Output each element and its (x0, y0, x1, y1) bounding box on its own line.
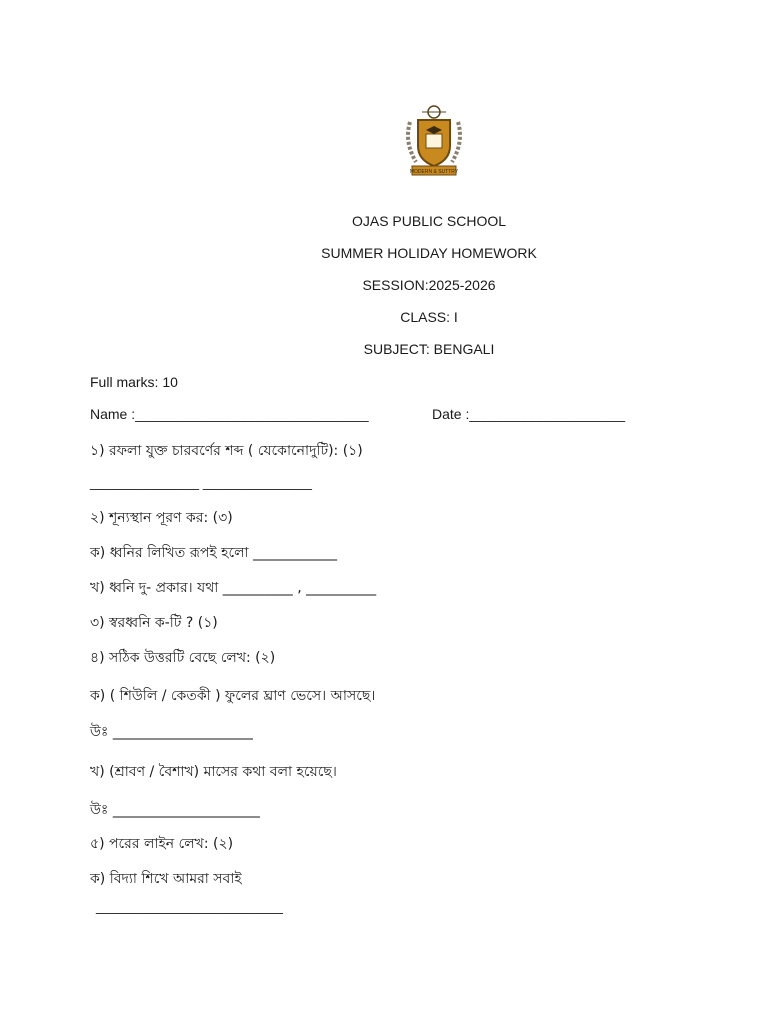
question-2: ২) শূন্যস্থান পূরণ কর: (৩) (90, 510, 233, 526)
question-4a-answer: উঃ ____________________ (90, 724, 253, 740)
school-logo (402, 100, 466, 180)
question-4b-answer: উঃ _____________________ (90, 802, 260, 818)
homework-title: SUMMER HOLIDAY HOMEWORK (321, 245, 537, 261)
school-name: OJAS PUBLIC SCHOOL (351, 213, 507, 229)
question-1-blanks: ______________ ______________ (90, 474, 312, 490)
question-1: ১) রফলা যুক্ত চারবর্ণের শব্দ ( যেকোনোদুটি): (১) (90, 443, 363, 459)
question-4a: ক) ( শিউলি / কেতকী ) ফুলের ঘ্রাণ ভেসে। আসছে। (90, 688, 376, 704)
svg-text:MODERN & SUTTRY: MODERN & SUTTRY (409, 169, 459, 175)
question-4: ৪) সঠিক উত্তরটি বেছে লেখ: (২) (90, 650, 276, 666)
question-5a-blank: ________________________ (96, 898, 283, 914)
session: SESSION:2025-2026 (362, 277, 496, 293)
question-2b: খ) ধ্বনি দু- প্রকার। যথা __________ , __________ (90, 580, 377, 596)
class: CLASS: I (400, 309, 458, 325)
date-field: Date :____________________ (432, 406, 626, 422)
question-2a: ক) ধ্বনির লিখিত রূপই হলো ____________ (90, 545, 338, 561)
name-field: Name :______________________________ (90, 406, 369, 422)
subject: SUBJECT: BENGALI (363, 341, 495, 357)
question-5a: ক) বিদ্যা শিখে আমরা সবাই (90, 871, 242, 887)
question-4b: খ) (শ্রাবণ / বৈশাখ) মাসের কথা বলা হয়েছে। (90, 764, 337, 780)
question-3: ৩) স্বরধ্বনি ক-টি ? (১) (90, 615, 218, 631)
full-marks: Full marks: 10 (90, 374, 178, 390)
question-5: ৫) পরের লাইন লেখ: (২) (90, 836, 234, 852)
